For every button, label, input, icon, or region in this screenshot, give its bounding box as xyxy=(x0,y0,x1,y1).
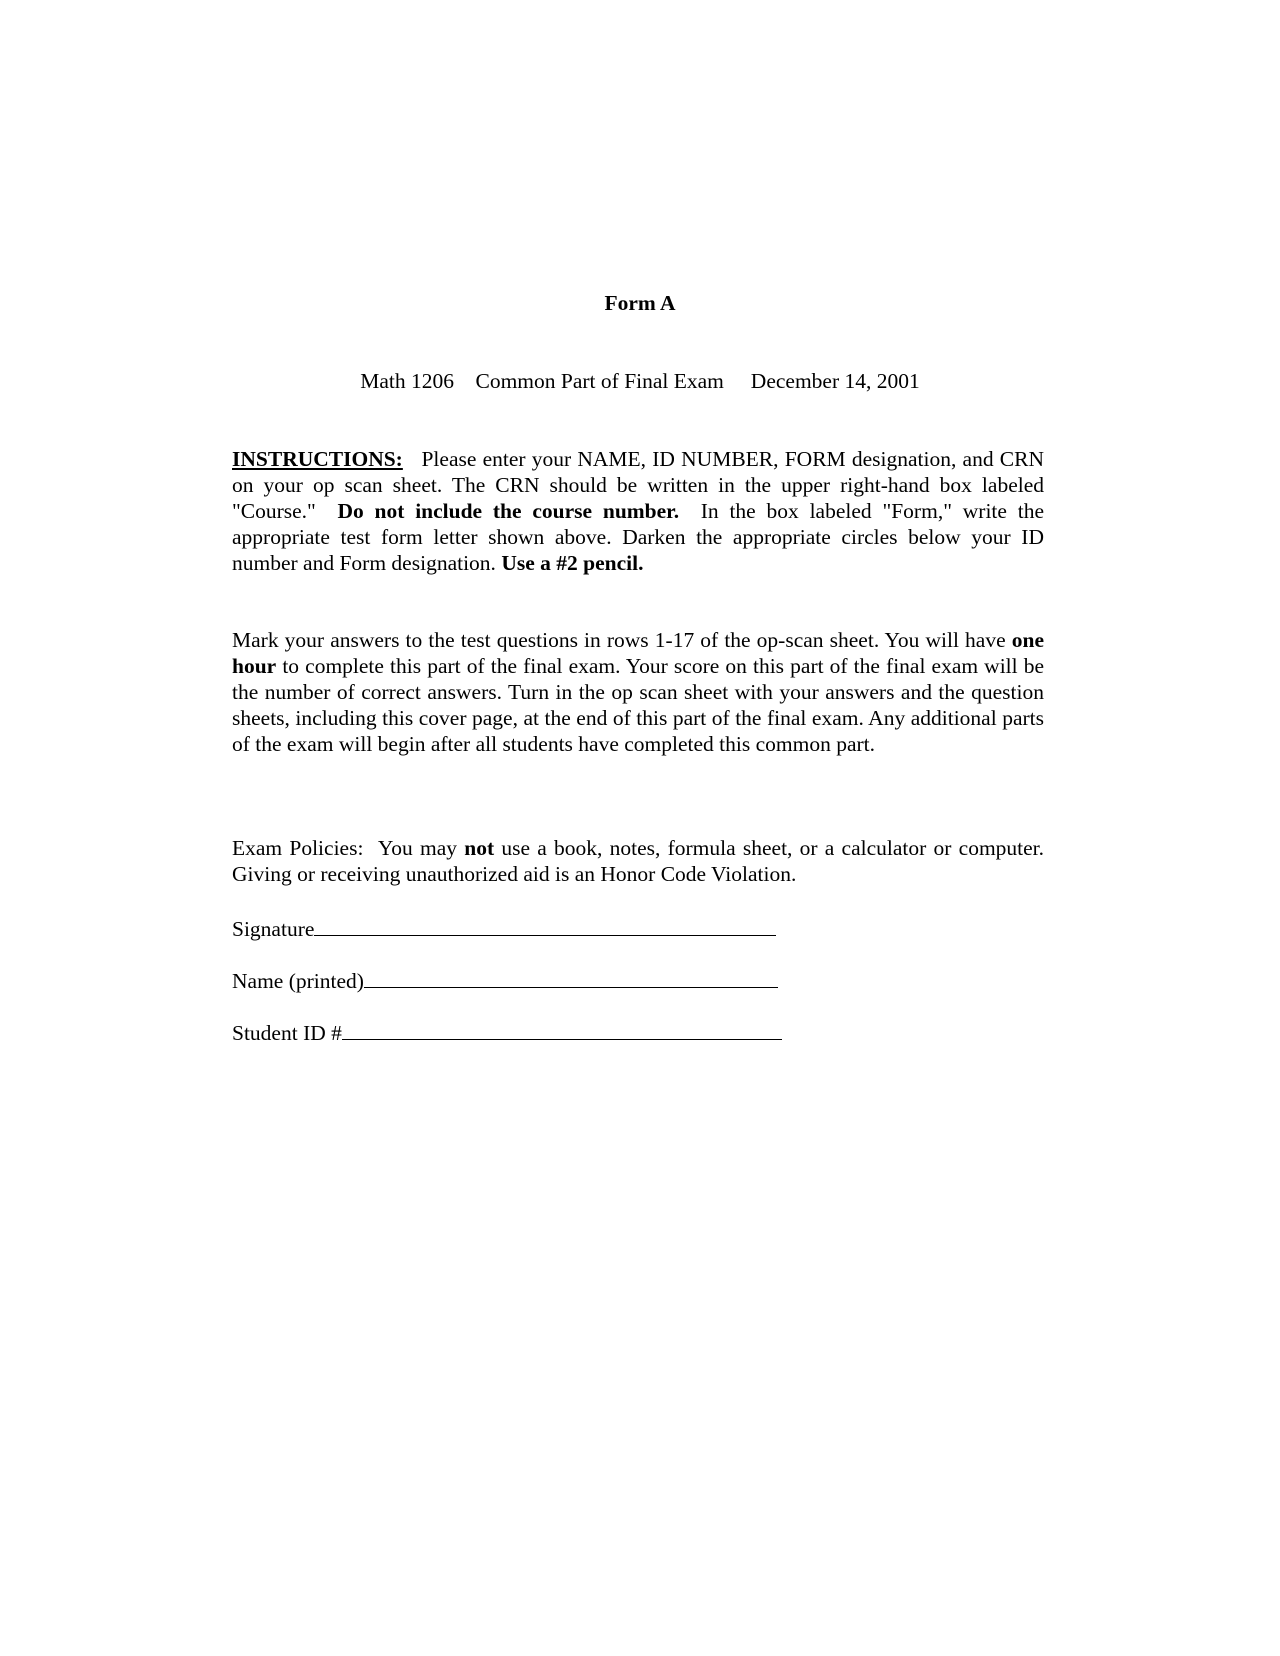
form-title: Form A xyxy=(604,291,676,315)
instructions-text-2: In the box labeled "Form," write the appropriate test form letter shown above. Darken the appropriate circles below your ID number and Form designation. xyxy=(232,499,1045,575)
student-id-field[interactable] xyxy=(232,1019,782,1046)
exam-date: December 14, 2001 xyxy=(750,369,920,393)
instructions-text-1: Please enter your NAME, ID NUMBER, FORM designation, and CRN on your op scan sheet. The CRN should be written in the upper right-hand box labeled "Course." xyxy=(232,447,1045,523)
printed-name-label: Name (printed) xyxy=(232,969,364,993)
course-number: Math 1206 xyxy=(360,369,454,393)
signature-label: Signature xyxy=(232,917,315,941)
marking-text-1: Mark your answers to the test questions in rows 1-17 of the op-scan sheet. You will have xyxy=(232,628,1006,652)
instructions-heading: INSTRUCTIONS: xyxy=(232,447,403,471)
exam-header xyxy=(0,368,1280,394)
policies-text-1: You may xyxy=(377,836,458,860)
signature-field[interactable] xyxy=(232,915,776,942)
exam-title: Common Part of Final Exam xyxy=(475,369,724,393)
marking-paragraph xyxy=(232,627,1044,757)
student-id-blank-line[interactable] xyxy=(342,1019,782,1040)
instructions-bold-2: Use a #2 pencil. xyxy=(501,551,644,575)
printed-name-field[interactable] xyxy=(232,967,778,994)
instructions-paragraph xyxy=(232,446,1044,576)
marking-bold-1: one hour xyxy=(232,628,1044,678)
policies-paragraph xyxy=(232,835,1044,887)
policies-bold-1: not xyxy=(464,836,495,860)
marking-text-2: to complete this part of the final exam. Your score on this part of the final exam will be the number of correct answers. Turn in the op scan sheet with your answers and the question sheets, including this cover page, at the end of this part of the final exam. Any additional parts of the exam will begin after all students have completed this common part. xyxy=(232,654,1045,756)
policies-label: Exam Policies: xyxy=(232,836,364,860)
policies-text-2: use a book, notes, formula sheet, or a calculator or computer. Giving or receiving unauthorized aid is an Honor Code Violation. xyxy=(232,836,1045,886)
instructions-bold-1: Do not include the course number. xyxy=(337,499,680,523)
student-id-label: Student ID # xyxy=(232,1021,342,1045)
printed-name-blank-line[interactable] xyxy=(364,967,778,988)
signature-blank-line[interactable] xyxy=(314,915,776,936)
